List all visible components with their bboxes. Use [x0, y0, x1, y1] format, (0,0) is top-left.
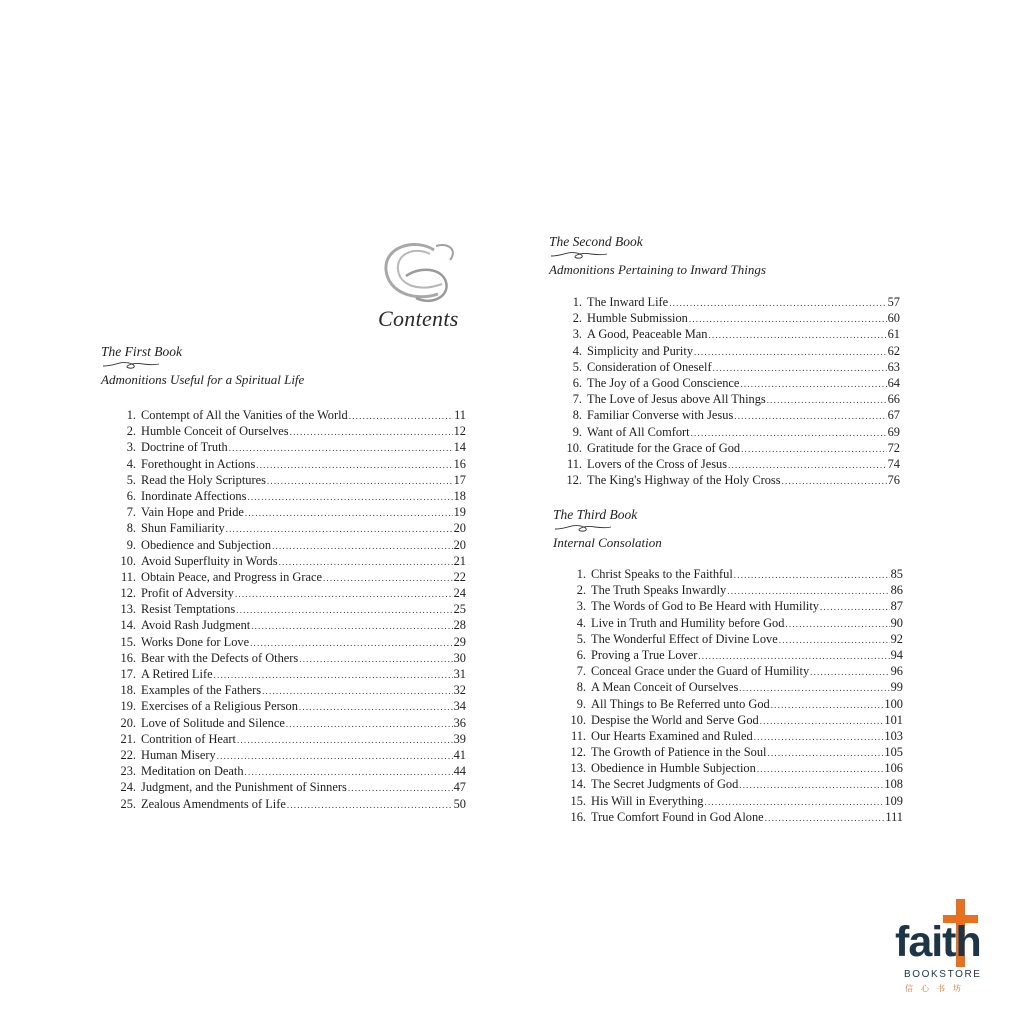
toc-entry-number: 22.	[120, 747, 136, 762]
toc-entry-title: Doctrine of Truth	[141, 440, 228, 455]
toc-leader-dots	[739, 777, 883, 793]
toc-entry-page: 85	[890, 567, 903, 581]
toc-leader-dots	[713, 360, 887, 376]
toc-entry-title: The Wonderful Effect of Divine Love	[591, 631, 778, 646]
page-title: Contents	[378, 306, 459, 331]
toc-entry-number: 3.	[126, 440, 136, 455]
toc-entry-number: 24.	[120, 780, 136, 795]
toc-entry-title: Read the Holy Scriptures	[141, 472, 266, 487]
toc-entry-number: 7.	[576, 664, 586, 679]
toc-entry-page: 32	[453, 683, 466, 698]
toc-entry	[556, 679, 903, 695]
toc-entry	[106, 520, 466, 536]
toc-entry-number: 12.	[566, 473, 582, 488]
toc-entry	[552, 407, 900, 423]
toc-entry	[552, 424, 900, 440]
toc-entry-title: Our Hearts Examined and Ruled	[591, 728, 753, 743]
toc-entry-title: His Will in Everything	[591, 793, 704, 808]
toc-entry-title: Human Misery	[141, 747, 216, 762]
toc-leader-dots	[217, 748, 453, 764]
toc-entry-title: Works Done for Love	[141, 634, 250, 649]
toc-entry-number: 5.	[572, 359, 582, 374]
toc-entry	[552, 359, 900, 375]
toc-entry-number: 6.	[572, 375, 582, 390]
toc-leader-dots	[741, 441, 887, 457]
toc-entry-page: 41	[453, 747, 466, 762]
toc-entry-title: Profit of Adversity	[141, 586, 234, 601]
toc-entry-number: 8.	[576, 680, 586, 695]
toc-entry-number: 15.	[120, 634, 136, 649]
toc-entry-page: 86	[890, 583, 903, 598]
toc-entry	[556, 712, 903, 728]
toc-entry-page: 94	[890, 647, 903, 662]
toc-entry	[552, 456, 900, 472]
toc-entry-title: Despise the World and Serve God	[591, 712, 759, 727]
toc-entry-title: Obedience and Subjection	[141, 537, 272, 552]
toc-entry-title: Humble Conceit of Ourselves	[141, 424, 289, 439]
toc-leader-dots	[782, 473, 887, 489]
toc-entry	[106, 682, 466, 698]
toc-entry-page: 106	[884, 761, 903, 776]
toc-entry-number: 8.	[572, 408, 582, 423]
toc-entry-number: 16.	[120, 650, 136, 665]
toc-leader-dots	[226, 521, 453, 537]
toc-leader-dots	[705, 794, 884, 810]
third-book-title: The Third Book	[553, 507, 638, 522]
toc-leader-dots	[236, 602, 452, 618]
swash-divider-icon	[553, 523, 613, 533]
toc-entry-page: 64	[887, 375, 900, 390]
toc-leader-dots	[689, 311, 887, 327]
toc-entry	[106, 488, 466, 504]
toc-entry-page: 105	[884, 745, 903, 760]
toc-leader-dots	[323, 570, 453, 586]
toc-entry-number: 4.	[576, 615, 586, 630]
toc-entry-title: Zealous Amendments of Life	[141, 796, 286, 811]
toc-entry-title: Examples of the Fathers	[141, 683, 262, 698]
toc-leader-dots	[734, 567, 890, 583]
toc-entry-number: 14.	[120, 618, 136, 633]
toc-entry-number: 14.	[570, 777, 586, 792]
toc-entry-page: 99	[890, 680, 903, 695]
toc-entry	[106, 650, 466, 666]
toc-entry	[552, 326, 900, 342]
toc-leader-dots	[290, 424, 453, 440]
toc-leader-dots	[256, 457, 452, 473]
toc-entry-number: 19.	[120, 699, 136, 714]
toc-leader-dots	[272, 538, 453, 554]
toc-entry	[552, 310, 900, 326]
toc-entry	[556, 728, 903, 744]
toc-entry-title: The Inward Life	[587, 295, 669, 309]
toc-leader-dots	[299, 699, 453, 715]
toc-entry	[556, 566, 903, 582]
third-book-header	[553, 507, 662, 551]
toc-entry-title: Judgment, and the Punishment of Sinners	[141, 780, 347, 795]
toc-entry-page: 34	[453, 699, 466, 714]
toc-entry	[556, 598, 903, 614]
toc-leader-dots	[251, 618, 452, 634]
toc-entry-title: The Truth Speaks Inwardly	[591, 583, 727, 598]
toc-entry-page: 101	[884, 712, 903, 727]
toc-entry	[556, 809, 903, 825]
toc-entry-title: Want of All Comfort	[587, 424, 690, 439]
second-book-toc	[552, 294, 900, 488]
logo-chinese: 信心书坊	[905, 984, 969, 993]
toc-entry-number: 6.	[576, 647, 586, 662]
toc-leader-dots	[287, 797, 453, 813]
toc-leader-dots	[669, 295, 886, 311]
toc-entry	[106, 796, 466, 812]
toc-entry	[106, 779, 466, 795]
toc-entry-number: 8.	[126, 521, 136, 536]
toc-entry-title: Familiar Converse with Jesus	[587, 408, 734, 423]
toc-entry-number: 11.	[570, 728, 586, 743]
toc-leader-dots	[757, 761, 884, 777]
toc-entry	[106, 553, 466, 569]
toc-entry-title: Love of Solitude and Silence	[141, 715, 285, 730]
toc-entry-title: The Secret Judgments of God	[591, 777, 739, 792]
toc-entry-title: Shun Familiarity	[141, 521, 225, 536]
toc-entry-number: 13.	[570, 761, 586, 776]
toc-entry	[106, 585, 466, 601]
toc-entry-title: A Mean Conceit of Ourselves	[591, 680, 739, 695]
toc-entry-title: Contrition of Heart	[141, 731, 236, 746]
toc-entry-number: 1.	[576, 567, 586, 581]
toc-leader-dots	[771, 697, 884, 713]
toc-entry	[106, 666, 466, 682]
toc-entry	[106, 731, 466, 747]
toc-entry-number: 6.	[126, 488, 136, 503]
toc-entry-page: 14	[453, 440, 466, 455]
toc-entry-title: Forethought in Actions	[141, 456, 256, 471]
toc-leader-dots	[765, 810, 885, 826]
first-book-toc	[106, 407, 466, 812]
toc-entry-title: Proving a True Lover	[591, 647, 698, 662]
toc-entry-page: 19	[453, 505, 466, 520]
toc-entry-page: 92	[890, 631, 903, 646]
toc-entry	[106, 423, 466, 439]
toc-entry	[556, 647, 903, 663]
toc-entry	[552, 391, 900, 407]
toc-entry	[106, 504, 466, 520]
toc-entry-title: Exercises of a Religious Person	[141, 699, 298, 714]
toc-entry-page: 87	[890, 599, 903, 614]
toc-entry-number: 21.	[120, 731, 136, 746]
toc-entry	[106, 747, 466, 763]
toc-entry-number: 7.	[572, 392, 582, 407]
toc-leader-dots	[286, 716, 453, 732]
toc-entry-number: 12.	[570, 745, 586, 760]
toc-entry-title: Humble Submission	[587, 311, 688, 326]
toc-entry-page: 28	[453, 618, 466, 633]
toc-leader-dots	[739, 680, 889, 696]
toc-entry-page: 47	[453, 780, 466, 795]
toc-entry	[556, 744, 903, 760]
toc-entry-page: 20	[453, 521, 466, 536]
toc-leader-dots	[245, 505, 453, 521]
toc-entry	[106, 569, 466, 585]
toc-leader-dots	[214, 667, 453, 683]
toc-entry	[556, 615, 903, 631]
third-book-subtitle: Internal Consolation	[553, 535, 662, 550]
ornamental-c-icon	[376, 240, 464, 308]
toc-entry-title: Simplicity and Purity	[587, 343, 694, 358]
toc-entry	[556, 696, 903, 712]
second-book-header	[549, 234, 766, 278]
toc-entry	[556, 776, 903, 792]
toc-entry-page: 11	[454, 408, 466, 422]
toc-leader-dots	[245, 764, 453, 780]
toc-leader-dots	[279, 554, 453, 570]
toc-entry-page: 72	[887, 440, 900, 455]
first-book-title: The First Book	[101, 344, 182, 359]
toc-entry-page: 90	[890, 615, 903, 630]
toc-entry-number: 25.	[120, 796, 136, 811]
first-book-header	[101, 344, 304, 388]
toc-entry-number: 11.	[120, 569, 136, 584]
toc-entry-number: 13.	[120, 602, 136, 617]
toc-entry-page: 50	[453, 796, 466, 811]
toc-entry	[106, 537, 466, 553]
toc-entry-number: 9.	[576, 696, 586, 711]
toc-entry-number: 17.	[120, 667, 136, 681]
toc-entry-title: True Comfort Found in God Alone	[591, 809, 764, 824]
toc-entry-number: 5.	[576, 631, 586, 646]
toc-entry-page: 76	[887, 473, 900, 488]
toc-leader-dots	[237, 732, 453, 748]
toc-entry-title: Lovers of the Cross of Jesus	[587, 456, 728, 471]
toc-entry	[552, 472, 900, 488]
toc-leader-dots	[767, 392, 887, 408]
toc-entry-number: 10.	[566, 440, 582, 455]
toc-leader-dots	[785, 616, 889, 632]
toc-entry	[106, 456, 466, 472]
toc-entry-title: Conceal Grace under the Guard of Humility	[591, 664, 810, 679]
toc-leader-dots	[247, 489, 452, 505]
toc-entry-page: 60	[887, 311, 900, 326]
toc-leader-dots	[768, 745, 884, 761]
toc-leader-dots	[262, 683, 453, 699]
toc-entry-page: 96	[890, 664, 903, 679]
toc-entry	[106, 715, 466, 731]
toc-entry-page: 39	[453, 731, 466, 746]
toc-entry	[106, 617, 466, 633]
toc-entry-number: 23.	[120, 764, 136, 779]
toc-entry-page: 57	[887, 295, 900, 309]
toc-entry	[556, 582, 903, 598]
toc-entry-number: 1.	[572, 295, 582, 309]
toc-entry-number: 3.	[576, 599, 586, 614]
toc-entry-title: All Things to Be Referred unto God	[591, 696, 770, 711]
toc-entry-page: 21	[453, 553, 466, 568]
toc-entry-page: 30	[453, 650, 466, 665]
toc-entry-number: 5.	[126, 472, 136, 487]
toc-leader-dots	[349, 408, 453, 424]
toc-entry-number: 9.	[126, 537, 136, 552]
toc-leader-dots	[760, 713, 884, 729]
swash-divider-icon	[101, 360, 161, 370]
faith-bookstore-logo	[895, 897, 1005, 1009]
toc-entry	[106, 698, 466, 714]
toc-entry-page: 36	[453, 715, 466, 730]
toc-leader-dots	[727, 583, 889, 599]
toc-entry-page: 22	[453, 569, 466, 584]
toc-leader-dots	[810, 664, 889, 680]
toc-entry-title: Inordinate Affections	[141, 488, 247, 503]
toc-leader-dots	[250, 635, 453, 651]
toc-entry-title: The King's Highway of the Holy Cross	[587, 473, 781, 488]
logo-wordmark: faith	[895, 918, 981, 966]
toc-entry	[106, 439, 466, 455]
toc-entry	[106, 407, 466, 423]
toc-entry-number: 3.	[572, 327, 582, 342]
toc-leader-dots	[820, 599, 890, 615]
toc-entry	[552, 440, 900, 456]
toc-entry-number: 10.	[570, 712, 586, 727]
toc-entry-page: 61	[887, 327, 900, 342]
toc-leader-dots	[694, 344, 887, 360]
toc-entry-page: 66	[887, 392, 900, 407]
toc-entry-title: Vain Hope and Pride	[141, 505, 244, 520]
toc-entry-title: Contempt of All the Vanities of the World	[141, 408, 348, 422]
toc-entry-number: 18.	[120, 683, 136, 698]
toc-entry-number: 4.	[572, 343, 582, 358]
third-book-toc	[556, 566, 903, 825]
toc-entry-title: A Retired Life	[141, 667, 213, 681]
toc-entry-page: 103	[884, 728, 903, 743]
toc-entry-number: 9.	[572, 424, 582, 439]
toc-entry	[106, 763, 466, 779]
toc-entry-title: Meditation on Death	[141, 764, 244, 779]
toc-entry-number: 2.	[126, 424, 136, 439]
toc-entry-title: Consideration of Oneself	[587, 359, 712, 374]
toc-entry-number: 11.	[566, 456, 582, 471]
logo-tagline: BOOKSTORE	[904, 969, 982, 980]
toc-entry	[552, 294, 900, 310]
toc-entry-number: 12.	[120, 586, 136, 601]
swash-divider-icon	[549, 250, 609, 260]
toc-entry-title: The Growth of Patience in the Soul	[591, 745, 767, 760]
toc-entry-page: 31	[453, 667, 466, 681]
toc-entry-number: 1.	[126, 408, 136, 422]
toc-entry-page: 25	[453, 602, 466, 617]
second-book-title: The Second Book	[549, 234, 643, 249]
toc-entry-title: The Words of God to Be Heard with Humility	[591, 599, 819, 614]
toc-entry-page: 63	[887, 359, 900, 374]
toc-entry-page: 111	[885, 809, 903, 824]
toc-entry-title: Avoid Rash Judgment	[141, 618, 251, 633]
toc-entry	[556, 663, 903, 679]
toc-entry-title: Christ Speaks to the Faithful	[591, 567, 733, 581]
toc-entry-page: 100	[884, 696, 903, 711]
toc-entry-title: Live in Truth and Humility before God	[591, 615, 785, 630]
toc-entry-number: 4.	[126, 456, 136, 471]
toc-entry-page: 12	[453, 424, 466, 439]
toc-entry-page: 24	[453, 586, 466, 601]
toc-leader-dots	[728, 457, 887, 473]
toc-entry-page: 69	[887, 424, 900, 439]
toc-entry-number: 16.	[570, 809, 586, 824]
toc-leader-dots	[267, 473, 453, 489]
toc-entry-number: 10.	[120, 553, 136, 568]
toc-entry-page: 74	[887, 456, 900, 471]
toc-leader-dots	[691, 425, 887, 441]
toc-entry-title: Gratitude for the Grace of God	[587, 440, 741, 455]
toc-leader-dots	[235, 586, 453, 602]
toc-entry-page: 108	[884, 777, 903, 792]
toc-leader-dots	[754, 729, 884, 745]
toc-entry-page: 20	[453, 537, 466, 552]
toc-entry-title: The Love of Jesus above All Things	[587, 392, 766, 407]
toc-leader-dots	[348, 780, 453, 796]
toc-entry-number: 2.	[576, 583, 586, 598]
toc-entry-number: 20.	[120, 715, 136, 730]
toc-entry-title: The Joy of a Good Conscience	[587, 375, 740, 390]
first-book-subtitle: Admonitions Useful for a Spiritual Life	[101, 372, 305, 387]
toc-entry-page: 62	[887, 343, 900, 358]
toc-leader-dots	[698, 648, 889, 664]
toc-leader-dots	[734, 408, 886, 424]
toc-entry	[552, 343, 900, 359]
toc-leader-dots	[229, 440, 453, 456]
toc-entry	[556, 760, 903, 776]
toc-entry-number: 7.	[126, 505, 136, 520]
toc-entry-page: 44	[453, 764, 466, 779]
toc-entry	[106, 634, 466, 650]
toc-leader-dots	[708, 327, 886, 343]
toc-entry-number: 2.	[572, 311, 582, 326]
toc-entry-number: 15.	[570, 793, 586, 808]
toc-entry-page: 17	[453, 472, 466, 487]
toc-leader-dots	[740, 376, 886, 392]
toc-entry	[556, 793, 903, 809]
toc-entry-page: 16	[453, 456, 466, 471]
second-book-subtitle: Admonitions Pertaining to Inward Things	[549, 262, 766, 277]
toc-entry-page: 18	[453, 488, 466, 503]
toc-entry-page: 29	[453, 634, 466, 649]
toc-entry-title: Obedience in Humble Subjection	[591, 761, 756, 776]
toc-entry	[106, 601, 466, 617]
toc-entry-title: Bear with the Defects of Others	[141, 650, 299, 665]
toc-entry-title: Resist Temptations	[141, 602, 236, 617]
toc-entry	[556, 631, 903, 647]
toc-entry-title: A Good, Peaceable Man	[587, 327, 708, 342]
toc-entry-page: 67	[887, 408, 900, 423]
toc-leader-dots	[299, 651, 452, 667]
toc-leader-dots	[779, 632, 890, 648]
toc-entry	[552, 375, 900, 391]
toc-entry-page: 109	[884, 793, 903, 808]
toc-entry-title: Avoid Superfluity in Words	[141, 553, 278, 568]
toc-entry-title: Obtain Peace, and Progress in Grace	[141, 569, 322, 584]
toc-entry	[106, 472, 466, 488]
